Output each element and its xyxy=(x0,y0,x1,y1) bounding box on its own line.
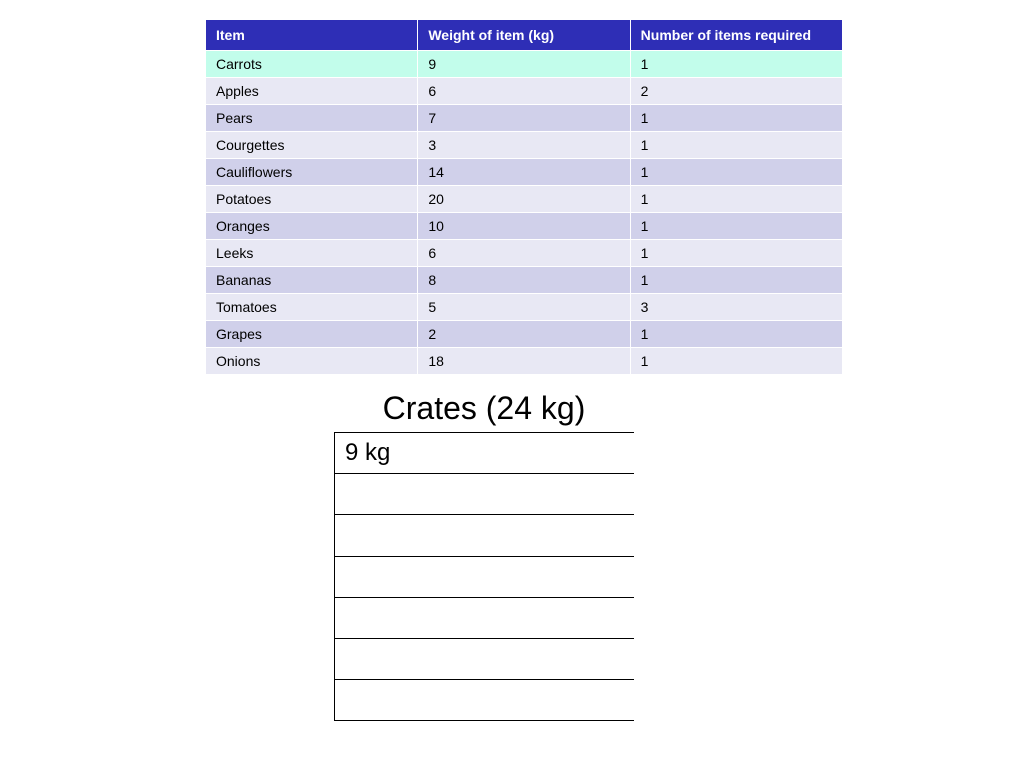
item-count-cell: 1 xyxy=(630,132,842,159)
item-name-cell: Oranges xyxy=(206,213,418,240)
crate-slot xyxy=(335,639,634,680)
items-table xyxy=(205,20,843,375)
table-row xyxy=(206,321,843,348)
item-name-cell: Cauliflowers xyxy=(206,159,418,186)
item-weight-cell: 20 xyxy=(418,186,630,213)
crate-slot xyxy=(335,515,634,556)
item-weight-cell: 8 xyxy=(418,267,630,294)
item-name-cell: Grapes xyxy=(206,321,418,348)
table-row xyxy=(206,267,843,294)
table-row xyxy=(206,132,843,159)
item-count-cell: 1 xyxy=(630,159,842,186)
item-weight-cell: 6 xyxy=(418,78,630,105)
header-weight: Weight of item (kg) xyxy=(418,20,630,51)
table-row xyxy=(206,213,843,240)
item-count-cell: 1 xyxy=(630,348,842,375)
item-name-cell: Leeks xyxy=(206,240,418,267)
item-weight-cell: 9 xyxy=(418,51,630,78)
crates-title: Crates (24 kg) xyxy=(382,390,586,426)
table-row xyxy=(206,78,843,105)
crate-slot xyxy=(335,598,634,639)
header-number-required: Number of items required xyxy=(630,20,842,51)
table-row xyxy=(206,294,843,321)
table-header-row xyxy=(206,20,843,51)
item-name-cell: Apples xyxy=(206,78,418,105)
table-row xyxy=(206,51,843,78)
item-count-cell: 1 xyxy=(630,213,842,240)
item-count-cell: 1 xyxy=(630,321,842,348)
item-count-cell: 1 xyxy=(630,51,842,78)
item-count-cell: 1 xyxy=(630,186,842,213)
item-count-cell: 2 xyxy=(630,78,842,105)
item-name-cell: Pears xyxy=(206,105,418,132)
item-name-cell: Onions xyxy=(206,348,418,375)
item-count-cell: 3 xyxy=(630,294,842,321)
item-name-cell: Bananas xyxy=(206,267,418,294)
item-weight-cell: 5 xyxy=(418,294,630,321)
table-row xyxy=(206,159,843,186)
item-weight-cell: 6 xyxy=(418,240,630,267)
item-weight-cell: 7 xyxy=(418,105,630,132)
crate-slot xyxy=(335,557,634,598)
header-item: Item xyxy=(206,20,418,51)
item-count-cell: 1 xyxy=(630,267,842,294)
item-weight-cell: 10 xyxy=(418,213,630,240)
table-row xyxy=(206,348,843,375)
item-weight-cell: 3 xyxy=(418,132,630,159)
table-row xyxy=(206,186,843,213)
item-count-cell: 1 xyxy=(630,240,842,267)
item-name-cell: Potatoes xyxy=(206,186,418,213)
crate-slot xyxy=(335,474,634,515)
item-count-cell: 1 xyxy=(630,105,842,132)
crate-list xyxy=(334,432,634,721)
crate-slot: 9 kg xyxy=(335,433,634,474)
item-name-cell: Courgettes xyxy=(206,132,418,159)
item-weight-cell: 14 xyxy=(418,159,630,186)
item-weight-cell: 18 xyxy=(418,348,630,375)
item-name-cell: Carrots xyxy=(206,51,418,78)
item-weight-cell: 2 xyxy=(418,321,630,348)
crate-slot xyxy=(335,680,634,721)
table-body xyxy=(206,51,843,375)
item-name-cell: Tomatoes xyxy=(206,294,418,321)
table-row xyxy=(206,240,843,267)
table-row xyxy=(206,105,843,132)
